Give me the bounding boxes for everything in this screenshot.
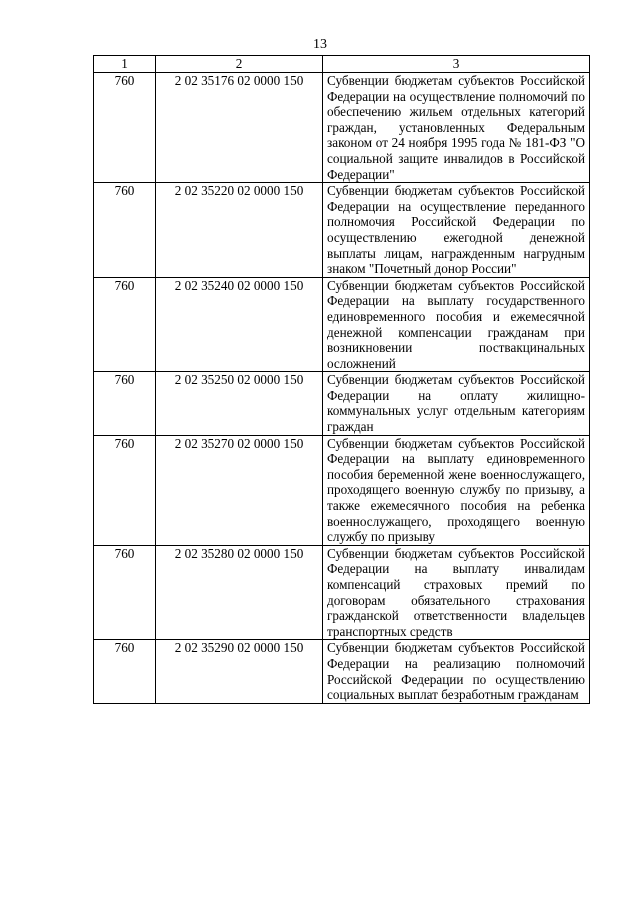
table-header-row [94, 56, 590, 73]
budget-code-cell: 2 02 35250 02 0000 150 [156, 372, 323, 435]
income-name-cell: Субвенции бюджетам субъектов Российской Федерации на реализацию полномочий Российской Федерации по осуществлению социальных выплат безработным гражданам [323, 640, 590, 703]
income-name-cell: Субвенции бюджетам субъектов Российской Федерации на осуществление переданного полномочия Российской Федерации по осуществлению ежегодной денежной выплаты лицам, награжденным нагрудным знаком "Почетный донор России" [323, 183, 590, 278]
table-row [94, 435, 590, 545]
admin-code-cell: 760 [94, 640, 156, 703]
column-header-3: 3 [323, 56, 590, 73]
admin-code-cell: 760 [94, 183, 156, 278]
table-row [94, 277, 590, 372]
budget-code-cell: 2 02 35176 02 0000 150 [156, 73, 323, 183]
budget-code-cell: 2 02 35290 02 0000 150 [156, 640, 323, 703]
budget-codes-table [93, 55, 590, 704]
budget-code-cell: 2 02 35270 02 0000 150 [156, 435, 323, 545]
table-row [94, 640, 590, 703]
budget-code-cell: 2 02 35280 02 0000 150 [156, 545, 323, 640]
admin-code-cell: 760 [94, 545, 156, 640]
admin-code-cell: 760 [94, 73, 156, 183]
page-number: 13 [313, 37, 327, 52]
budget-code-cell: 2 02 35240 02 0000 150 [156, 277, 323, 372]
income-name-cell: Субвенции бюджетам субъектов Российской Федерации на выплату единовременного пособия беременной жене военнослужащего, проходящего военную службу по призыву, а также ежемесячного пособия на ребенка военнослужащего, проходящего военную службу по призыву [323, 435, 590, 545]
income-name-cell: Субвенции бюджетам субъектов Российской Федерации на выплату государственного единовременного пособия и ежемесячной денежной компенсации гражданам при возникновении поствакцинальных осложнений [323, 277, 590, 372]
table-row [94, 545, 590, 640]
table-row [94, 372, 590, 435]
income-name-cell: Субвенции бюджетам субъектов Российской Федерации на оплату жилищно-коммунальных услуг отдельным категориям граждан [323, 372, 590, 435]
admin-code-cell: 760 [94, 372, 156, 435]
column-header-1: 1 [94, 56, 156, 73]
table-row [94, 183, 590, 278]
admin-code-cell: 760 [94, 277, 156, 372]
income-name-cell: Субвенции бюджетам субъектов Российской Федерации на осуществление полномочий по обеспечению жильем отдельных категорий граждан, установленных Федеральным законом от 24 ноября 1995 года № 181-ФЗ "О социальной защите инвалидов в Российской Федерации" [323, 73, 590, 183]
table-row [94, 73, 590, 183]
income-name-cell: Субвенции бюджетам субъектов Российской Федерации на выплату инвалидам компенсаций страховых премий по договорам обязательного страхования гражданской ответственности владельцев транспортных средств [323, 545, 590, 640]
budget-code-cell: 2 02 35220 02 0000 150 [156, 183, 323, 278]
column-header-2: 2 [156, 56, 323, 73]
admin-code-cell: 760 [94, 435, 156, 545]
